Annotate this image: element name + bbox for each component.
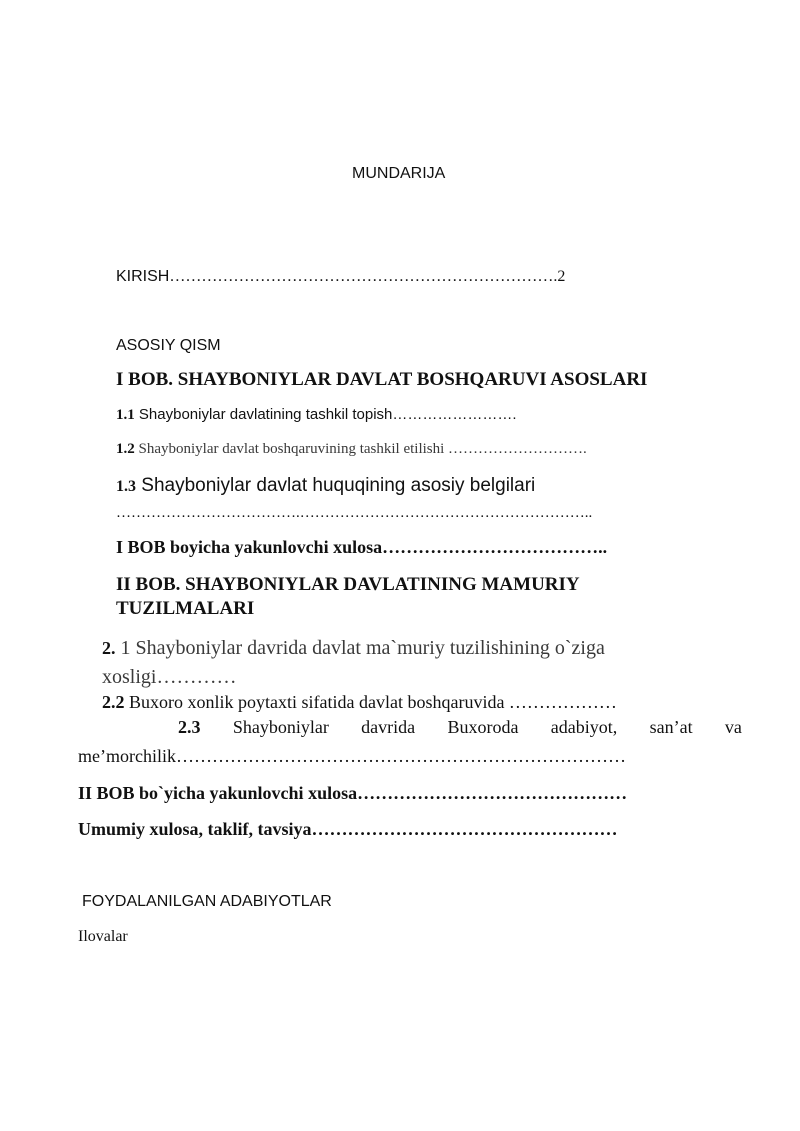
toc-entry-text: Shayboniylar davlatining tashkil topish…………………….: [134, 406, 517, 423]
toc-leader-dots: ……………………………………………………………….: [169, 268, 558, 285]
toc-entry-text-continued: me’morchilik…………………………………………………………………: [78, 746, 626, 766]
toc-entry-text-continued: xosligi…………: [102, 666, 237, 688]
section-label: ASOSIY QISM: [116, 337, 221, 354]
toc-leader-dots: ……………………………….…………………………………………………..: [116, 505, 593, 521]
chapter-conclusion: II BOB bo`yicha yakunlovchi xulosa………………………………………: [78, 783, 628, 803]
chapter-conclusion: I BOB boyicha yakunlovchi xulosa………………………………..: [116, 537, 608, 557]
toc-entry-number: 2.: [102, 638, 116, 658]
toc-entry: [116, 475, 535, 497]
toc-entry: [116, 441, 587, 458]
toc-page-number: 2: [557, 268, 566, 285]
toc-entry: [178, 717, 742, 738]
toc-entry-number: 1.3: [116, 478, 136, 495]
chapter-heading: TUZILMALARI: [116, 598, 255, 619]
toc-entry-text: Buxoro xonlik poytaxti sifatida davlat boshqaruvida ………………: [124, 692, 617, 712]
toc-entry-number-suffix: 1: [115, 637, 131, 659]
toc-entry-word: Buxoroda: [447, 717, 519, 737]
toc-entry-number: 1.2: [116, 441, 135, 457]
toc-entry-word: adabiyot,: [550, 717, 618, 737]
toc-entry-intro: [116, 268, 565, 286]
toc-entry-number: 2.3: [178, 717, 201, 737]
page-title: MUNDARIJA: [352, 165, 446, 182]
summary-entry: Umumiy xulosa, taklif, tavsiya……………………………………………: [78, 819, 618, 839]
toc-entry-label: KIRISH: [116, 268, 170, 285]
toc-entry: [116, 406, 517, 424]
toc-entry-text: Shayboniylar davrida davlat ma`muriy tuzilishining o`ziga: [130, 637, 605, 659]
toc-entry-text: Shayboniylar davlat boshqaruvining tashkil etilishi ……………………….: [134, 441, 587, 457]
toc-entry-word: Shayboniylar: [232, 717, 329, 737]
chapter-heading: II BOB. SHAYBONIYLAR DAVLATINING MAMURIY: [116, 574, 580, 595]
toc-entry: [102, 637, 605, 660]
references-entry: FOYDALANILGAN ADABIYOTLAR: [82, 893, 332, 910]
toc-entry-number: 2.2: [102, 692, 125, 712]
appendix-entry: Ilovalar: [78, 928, 128, 945]
toc-entry-word: va: [724, 717, 742, 737]
toc-entry-word: san’at: [649, 717, 693, 737]
toc-entry-number: 1.1: [116, 407, 135, 423]
toc-entry: [102, 692, 617, 713]
toc-entry-text: Shayboniylar davlat huquqining asosiy belgilari: [136, 475, 536, 496]
toc-entry-word: davrida: [361, 717, 416, 737]
chapter-heading: I BOB. SHAYBONIYLAR DAVLAT BOSHQARUVI ASOSLARI: [116, 369, 648, 390]
